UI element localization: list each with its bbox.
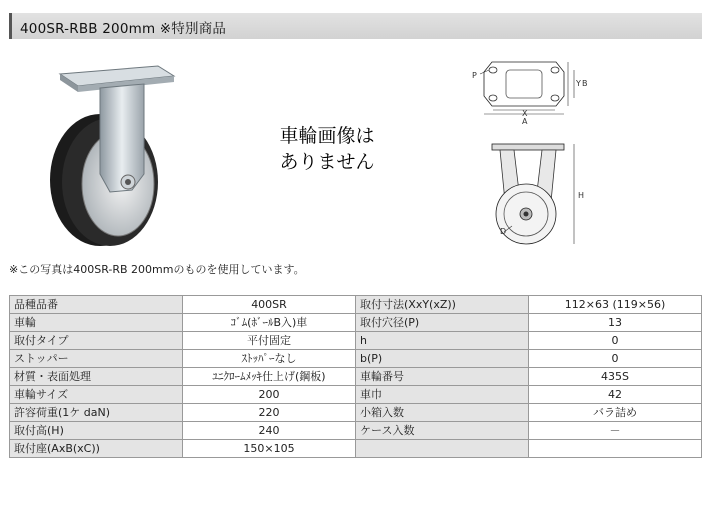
spec-value: バラ詰め bbox=[529, 404, 702, 422]
spec-value: 13 bbox=[529, 314, 702, 332]
photo-note: ※この写真は400SR-RB 200mmのものを使用しています。 bbox=[9, 263, 305, 276]
spec-row bbox=[10, 404, 702, 422]
dim-label-p: P bbox=[472, 71, 477, 80]
spec-row bbox=[10, 422, 702, 440]
spec-value: 240 bbox=[183, 422, 356, 440]
spec-label: 品種品番 bbox=[10, 296, 183, 314]
spec-label: 取付高(H) bbox=[10, 422, 183, 440]
spec-row bbox=[10, 332, 702, 350]
spec-value: 220 bbox=[183, 404, 356, 422]
dim-label-x: X bbox=[522, 109, 528, 118]
spec-value: 200 bbox=[183, 386, 356, 404]
no-image-line-1: 車輪画像は bbox=[279, 125, 375, 147]
spec-label: 車輪番号 bbox=[356, 368, 529, 386]
spec-label: 取付タイプ bbox=[10, 332, 183, 350]
spec-label: ケース入数 bbox=[356, 422, 529, 440]
spec-value: 150×105 bbox=[183, 440, 356, 458]
no-image-line-2: ありません bbox=[279, 151, 375, 173]
spec-row bbox=[10, 386, 702, 404]
spec-label: 取付座(AxB(xC)) bbox=[10, 440, 183, 458]
spec-label: 許容荷重(1ケ daN) bbox=[10, 404, 183, 422]
no-wheel-image-message bbox=[262, 123, 392, 175]
spec-label: 車輪 bbox=[10, 314, 183, 332]
spec-label: 車巾 bbox=[356, 386, 529, 404]
spec-value: 0 bbox=[529, 350, 702, 368]
spec-row bbox=[10, 296, 702, 314]
spec-value bbox=[529, 440, 702, 458]
spec-row bbox=[10, 368, 702, 386]
product-title: 400SR-RBB 200mm ※特別商品 bbox=[20, 21, 227, 37]
spec-label: 取付寸法(XxY(xZ)) bbox=[356, 296, 529, 314]
spec-label: b(P) bbox=[356, 350, 529, 368]
dim-label-a: A bbox=[522, 117, 528, 126]
dim-label-b: B bbox=[582, 79, 588, 88]
spec-label: 材質・表面処理 bbox=[10, 368, 183, 386]
product-title-bar bbox=[9, 13, 702, 39]
spec-label: 小箱入数 bbox=[356, 404, 529, 422]
spec-label: 取付穴径(P) bbox=[356, 314, 529, 332]
dim-label-d: D bbox=[500, 227, 507, 236]
spec-label bbox=[356, 440, 529, 458]
spec-value: ﾕﾆｸﾛｰﾑﾒｯｷ仕上げ(鋼板) bbox=[183, 368, 356, 386]
spec-value: 42 bbox=[529, 386, 702, 404]
spec-value: 435S bbox=[529, 368, 702, 386]
spec-row bbox=[10, 440, 702, 458]
dim-label-y: Y bbox=[576, 79, 581, 88]
spec-label: 車輪サイズ bbox=[10, 386, 183, 404]
spec-value: － bbox=[529, 422, 702, 440]
spec-label: h bbox=[356, 332, 529, 350]
spec-value: ｺﾞﾑ(ﾎﾞｰﾙB入)車 bbox=[183, 314, 356, 332]
spec-value: 0 bbox=[529, 332, 702, 350]
dimension-drawing bbox=[456, 52, 616, 252]
dim-label-h: H bbox=[578, 191, 585, 200]
spec-row bbox=[10, 314, 702, 332]
spec-value: 平付固定 bbox=[183, 332, 356, 350]
spec-table bbox=[9, 295, 702, 458]
caster-photo bbox=[48, 62, 186, 248]
spec-label: ストッパー bbox=[10, 350, 183, 368]
spec-row bbox=[10, 350, 702, 368]
spec-value: 112×63 (119×56) bbox=[529, 296, 702, 314]
spec-value: ｽﾄｯﾊﾟｰなし bbox=[183, 350, 356, 368]
spec-value: 400SR bbox=[183, 296, 356, 314]
